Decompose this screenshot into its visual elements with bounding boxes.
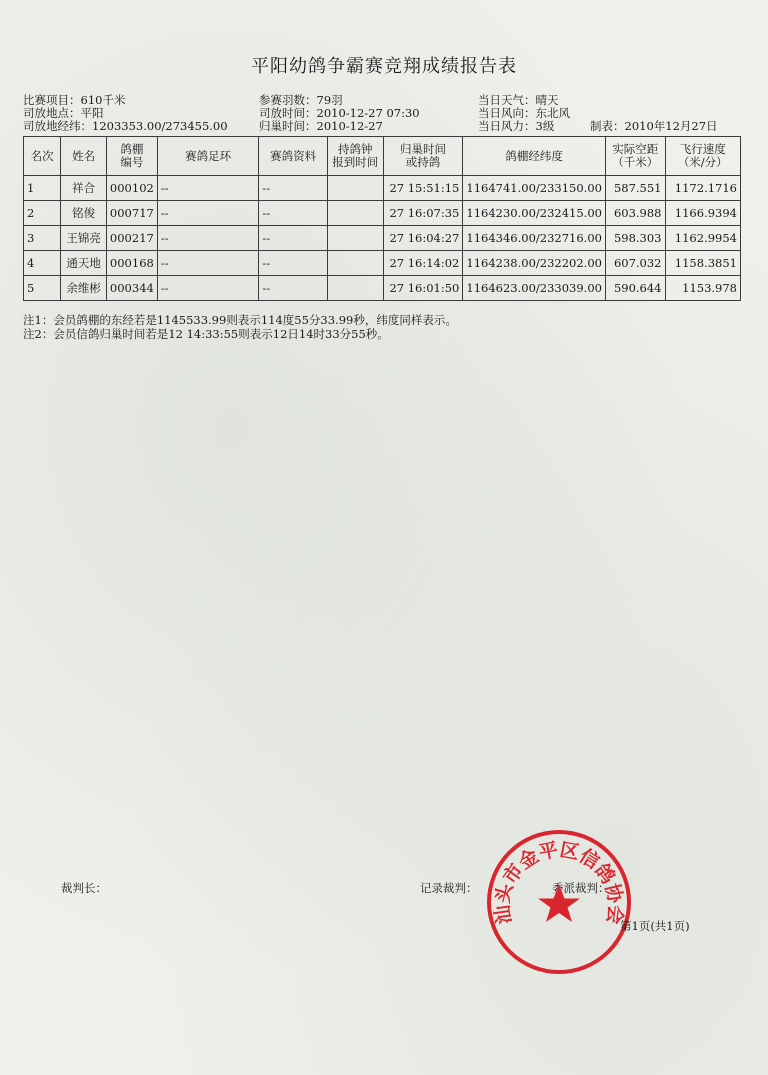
table-cell: 1164346.00/232716.00 <box>463 226 606 251</box>
table-cell: -- <box>259 276 328 301</box>
column-header-line: 持鸽钟 <box>338 142 373 156</box>
return-time: 归巢时间：2010-12-27 <box>259 119 383 133</box>
table-cell <box>327 251 383 276</box>
table-cell: -- <box>259 201 328 226</box>
column-header-line: （千米） <box>612 155 659 169</box>
table-cell: 000344 <box>106 276 157 301</box>
table-row <box>24 276 741 301</box>
column-header-line: 鸽棚 <box>120 142 144 156</box>
column-header <box>259 137 328 176</box>
table-cell: 1164230.00/232415.00 <box>463 201 606 226</box>
record-judge-label: 记录裁判： <box>420 881 478 895</box>
table-cell: 1158.3851 <box>665 251 741 276</box>
table-cell: -- <box>259 226 328 251</box>
table-cell: 王锦亮 <box>61 226 107 251</box>
race-item: 比赛项目：610千米 <box>23 93 126 107</box>
table-cell: 27 16:14:02 <box>383 251 463 276</box>
notes <box>23 313 457 341</box>
table-row <box>24 251 741 276</box>
table-cell: 27 16:07:35 <box>383 201 463 226</box>
info-column-1 <box>23 94 228 133</box>
column-header-line: 飞行速度 <box>679 142 726 156</box>
table-cell: 000168 <box>106 251 157 276</box>
table-cell: 1166.9394 <box>665 201 741 226</box>
results-table <box>23 136 741 301</box>
table-cell: -- <box>259 176 328 201</box>
column-header-line: 姓名 <box>72 148 96 163</box>
column-header <box>327 137 383 176</box>
table-cell: 603.988 <box>605 201 665 226</box>
table-row <box>24 201 741 226</box>
page-number: 第1页(共1页) <box>620 919 690 933</box>
column-header-line: 归巢时间 <box>400 142 447 156</box>
column-header <box>665 137 741 176</box>
assigned-judge-label: 委派裁判： <box>552 881 610 895</box>
note-2: 注2：会员信鸽归巢时间若是12 14:33:55则表示12日14时33分55秒。 <box>23 327 389 341</box>
table-cell: 27 16:01:50 <box>383 276 463 301</box>
table-row <box>24 176 741 201</box>
table-cell: 2 <box>24 201 61 226</box>
table-cell: 587.551 <box>605 176 665 201</box>
table-cell: 1164238.00/232202.00 <box>463 251 606 276</box>
table-cell: -- <box>259 251 328 276</box>
release-location: 司放地点：平阳 <box>23 106 104 120</box>
table-cell: -- <box>157 226 259 251</box>
chief-judge-label: 裁判长： <box>61 881 107 895</box>
column-header-line: 赛鸽足环 <box>185 148 232 163</box>
column-header-line: （米/分） <box>677 155 728 169</box>
table-cell: 1153.978 <box>665 276 741 301</box>
release-time: 司放时间：2010-12-27 07:30 <box>259 106 420 120</box>
table-cell: -- <box>157 176 259 201</box>
table-body <box>24 176 741 301</box>
column-header <box>383 137 463 176</box>
table-cell: 余维彬 <box>61 276 107 301</box>
table-cell: 1164741.00/233150.00 <box>463 176 606 201</box>
column-header-line: 鸽棚经纬度 <box>505 148 563 163</box>
column-header-line: 实际空距 <box>612 142 659 156</box>
table-cell: 000717 <box>106 201 157 226</box>
table-cell: 3 <box>24 226 61 251</box>
column-header-line: 或持鸽 <box>405 155 441 169</box>
page-title: 平阳幼鸽争霸赛竞翔成绩报告表 <box>251 56 517 77</box>
weather: 当日天气：晴天 <box>478 93 559 107</box>
table-cell: -- <box>157 276 259 301</box>
table-cell <box>327 226 383 251</box>
table-cell: 1172.1716 <box>665 176 741 201</box>
table-cell: 598.303 <box>605 226 665 251</box>
column-header-line: 名次 <box>30 148 54 163</box>
table-cell: 000102 <box>106 176 157 201</box>
table-cell <box>327 201 383 226</box>
column-header <box>463 137 606 176</box>
table-cell: 铭俊 <box>61 201 107 226</box>
seal-star-icon <box>538 884 580 922</box>
official-seal <box>483 826 635 978</box>
note-1: 注1：会员鸽棚的东经若是1145533.99则表示114度55分33.99秒，纬度同样表示。 <box>23 313 457 327</box>
table-cell: 通天地 <box>61 251 107 276</box>
table-cell: 27 15:51:15 <box>383 176 463 201</box>
table-cell: 607.032 <box>605 251 665 276</box>
table-cell: -- <box>157 251 259 276</box>
table-cell: 5 <box>24 276 61 301</box>
table-cell <box>327 176 383 201</box>
column-header-line: 赛鸽资料 <box>270 148 317 163</box>
wind-direction: 当日风向：东北风 <box>478 106 570 120</box>
table-cell: 1164623.00/233039.00 <box>463 276 606 301</box>
table-cell: 27 16:04:27 <box>383 226 463 251</box>
table-cell: 4 <box>24 251 61 276</box>
table-row <box>24 226 741 251</box>
column-header <box>157 137 259 176</box>
seal-text: 汕头市金平区信鸽协会 <box>491 838 627 926</box>
column-header-line: 报到时间 <box>332 155 379 169</box>
column-header <box>605 137 665 176</box>
table-cell: -- <box>157 201 259 226</box>
column-header-line: 编号 <box>120 155 144 169</box>
table-cell: 祥合 <box>61 176 107 201</box>
table-cell <box>327 276 383 301</box>
wind-force: 当日风力：3级 <box>478 119 555 133</box>
release-coordinates: 司放地经纬：1203353.00/273455.00 <box>23 119 228 133</box>
column-header <box>24 137 61 176</box>
table-cell: 590.644 <box>605 276 665 301</box>
column-header <box>61 137 107 176</box>
info-column-3 <box>478 94 570 133</box>
table-cell: 000217 <box>106 226 157 251</box>
participant-count: 参赛羽数：79羽 <box>259 93 343 107</box>
made-date: 制表：2010年12月27日 <box>590 119 718 133</box>
table-cell: 1 <box>24 176 61 201</box>
column-header <box>106 137 157 176</box>
table-header-row <box>24 137 741 176</box>
info-column-2 <box>259 94 420 133</box>
table-cell: 1162.9954 <box>665 226 741 251</box>
